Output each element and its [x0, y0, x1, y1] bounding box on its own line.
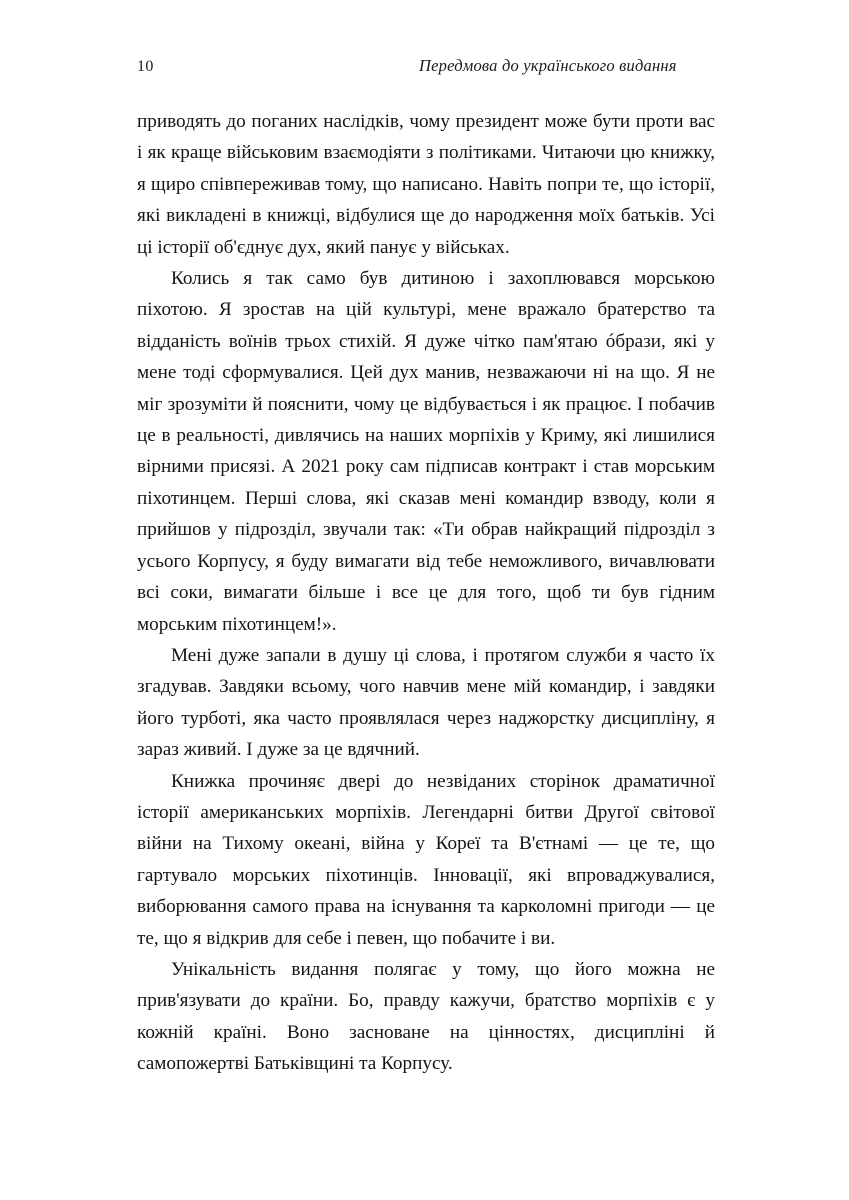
paragraph: Унікальність видання полягає у тому, що його можна не прив'язувати до країни. Бо, правду кажучи, братство морпіхів є у кожній країні. Воно засноване на цінностях, дисципліні й самопожертві Батьківщині та Корпусу. [137, 958, 715, 1075]
paragraph: Мені дуже запали в душу ці слова, і протягом служби я часто їх згадував. Завдяки всьому, чого навчив мене мій командир, і завдяки його турботі, яка часто проявлялася через наджорстку дисципліну, я зараз живий. І дуже за це вдячний. [137, 644, 715, 761]
paragraph: Колись я так само був дитиною і захоплювався морською піхотою. Я зростав на цій культурі, мене вражало братерство та відданість воїнів трьох стихій. Я дуже чітко пам'ятаю óбрази, які у мене тоді сформувалися. Цей дух манив, незважаючи ні на що. Я не міг зрозуміти й пояснити, чому це відбувається і як працює. І побачив це в реальності, дивлячись на наших морпіхів у Криму, які лишилися вірними присязі. А 2021 року сам підписав контракт і став морським піхотинцем. Перші слова, які сказав мені командир взводу, коли я прийшов у підрозділ, звучали так: «Ти обрав найкращий підрозділ з усього Корпусу, я буду вимагати від тебе неможливого, вичавлювати всі соки, вимагати більше і все це для того, щоб ти був гідним морським піхотинцем!». [137, 268, 715, 635]
paragraph: приводять до поганих наслідків, чому президент може бути проти вас і як краще військовим взаємодіяти з політиками. Читаючи цю книжку, я щиро співпереживав тому, що написано. Навіть попри те, що історії, які викладені в книжці, відбулися ще до народження моїх батьків. Усі ці історії об'єднує дух, який панує у військах. [137, 111, 715, 258]
paragraph: Книжка прочиняє двері до незвіданих сторінок драматичної історії американських морпіхів. Легендарні битви Другої світової війни на Тихому океані, війна у Кореї та В'єтнамі — це те, що гартувало морських піхотинців. Інновації, які впроваджувалися, виборювання самого права на існування та карколомні пригоди — це те, що я відкрив для себе і певен, що побачите і ви. [137, 770, 715, 949]
page-number: 10 [137, 58, 154, 75]
running-head: Передмова до українського видання [419, 56, 677, 75]
page-header [137, 56, 712, 78]
page-body [137, 106, 715, 1080]
